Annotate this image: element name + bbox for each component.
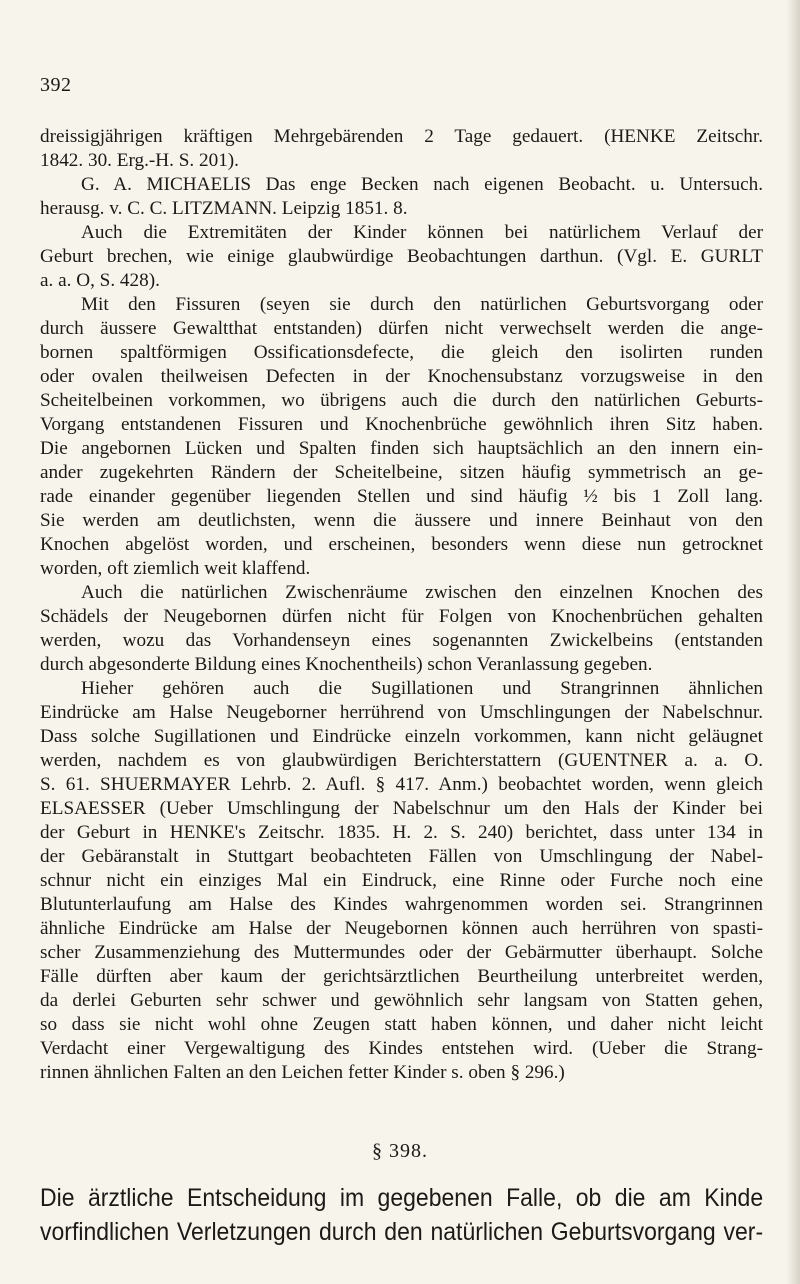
page-number: 392	[40, 74, 72, 96]
text-line: werden, nachdem es von glaubwürdigen Berichterstattern (GUENTNER a. a. O.	[40, 750, 763, 771]
text-line: Sie werden am deutlichsten, wenn die äussere und innere Beinhaut von den	[40, 510, 763, 531]
text-line: der Geburt in HENKE's Zeitschr. 1835. H. 2. S. 240) berichtet, dass unter 134 in	[40, 822, 763, 843]
text-line: werden, wozu das Vorhandenseyn eines sogenannten Zwickelbeins (entstanden	[40, 630, 763, 651]
text-line: bornen spaltförmigen Ossificationsdefecte, die gleich den isolirten runden	[40, 342, 763, 363]
text-line: schnur nicht ein einziges Mal ein Eindruck, eine Rinne oder Furche noch eine	[40, 870, 763, 891]
text-line: Die angebornen Lücken und Spalten finden sich hauptsächlich an den innern ein-	[40, 438, 763, 459]
text-line: 1842. 30. Erg.-H. S. 201).	[40, 150, 239, 171]
text-line: ähnliche Eindrücke am Halse der Neugebornen können auch herrühren von spasti-	[40, 918, 763, 939]
text-line: Schädels der Neugebornen dürfen nicht für Folgen von Knochenbrüchen gehalten	[40, 606, 763, 627]
text-line: oder ovalen theilweisen Defecten in der Knochensubstanz vorzugsweise in den	[40, 366, 763, 387]
text-line: Fälle dürften aber kaum der gerichtsärztlichen Beurtheilung unterbreitet werden,	[40, 966, 763, 987]
text-line: so dass sie nicht wohl ohne Zeugen statt haben können, und daher nicht leicht	[40, 1014, 763, 1035]
text-line: Hieher gehören auch die Sugillationen und Strangrinnen ähnlichen	[81, 678, 763, 699]
text-line: herausg. v. C. C. LITZMANN. Leipzig 1851. 8.	[40, 198, 408, 219]
text-line: durch abgesonderte Bildung eines Knochentheils) schon Veranlassung gegeben.	[40, 654, 653, 675]
page-edge-shadow	[786, 0, 800, 1284]
section-heading	[40, 1181, 764, 1249]
text-line: Verdacht einer Vergewaltigung des Kindes entstehen wird. (Ueber die Strang-	[40, 1038, 763, 1059]
text-line: S. 61. SHUERMAYER Lehrb. 2. Aufl. § 417. Anm.) beobachtet worden, wenn gleich	[40, 774, 763, 795]
body-text	[40, 125, 763, 1085]
text-line: Mit den Fissuren (seyen sie durch den natürlichen Geburtsvorgang oder	[81, 294, 763, 315]
text-line: der Gebäranstalt in Stuttgart beobachteten Fällen von Umschlingung der Nabel-	[40, 846, 763, 867]
text-line: Geburt brechen, wie einige glaubwürdige Beobachtungen darthun. (Vgl. E. GURLT	[40, 246, 763, 267]
text-line: Scheitelbeinen vorkommen, wo übrigens auch die durch den natürlichen Geburts-	[40, 390, 763, 411]
text-line: Auch die natürlichen Zwischenräume zwischen den einzelnen Knochen des	[81, 582, 763, 603]
text-line: Eindrücke am Halse Neugeborner herrührend von Umschlingungen der Nabelschnur.	[40, 702, 763, 723]
text-line: a. a. O, S. 428).	[40, 270, 160, 291]
text-line: durch äussere Gewaltthat entstanden) dürfen nicht verwechselt werden die ange-	[40, 318, 763, 339]
text-line: worden, oft ziemlich weit klaffend.	[40, 558, 311, 579]
text-line: da derlei Geburten sehr schwer und gewöhnlich sehr langsam von Statten gehen,	[40, 990, 763, 1011]
heading-line: vorfindlichen Verletzungen durch den natürlichen Geburtsvorgang ver-	[40, 1218, 764, 1246]
text-line: Knochen abgelöst worden, und erscheinen, besonders wenn diese nun getrocknet	[40, 534, 763, 555]
text-line: ander zugekehrten Rändern der Scheitelbeine, sitzen häufig symmetrisch an ge-	[40, 462, 763, 483]
section-number: § 398.	[372, 1140, 428, 1162]
text-line: Dass solche Sugillationen und Eindrücke einzeln vorkommen, kann nicht geläugnet	[40, 726, 763, 747]
text-line: rade einander gegenüber liegenden Stellen und sind häufig ½ bis 1 Zoll lang.	[40, 486, 763, 507]
text-line: G. A. MICHAELIS Das enge Becken nach eigenen Beobacht. u. Untersuch.	[81, 174, 763, 195]
text-line: Auch die Extremitäten der Kinder können bei natürlichem Verlauf der	[81, 222, 763, 243]
text-line: dreissigjährigen kräftigen Mehrgebärenden 2 Tage gedauert. (HENKE Zeitschr.	[40, 126, 763, 147]
text-line: scher Zusammenziehung des Muttermundes oder der Gebärmutter überhaupt. Solche	[40, 942, 763, 963]
text-line: Blutunterlaufung am Halse des Kindes wahrgenommen worden sei. Strangrinnen	[40, 894, 763, 915]
text-line: rinnen ähnlichen Falten an den Leichen fetter Kinder s. oben § 296.)	[40, 1062, 565, 1083]
heading-line: Die ärztliche Entscheidung im gegebenen Falle, ob die am Kinde	[40, 1184, 764, 1212]
text-line: ELSAESSER (Ueber Umschlingung der Nabelschnur um den Hals der Kinder bei	[40, 798, 763, 819]
text-line: Vorgang entstandenen Fissuren und Knochenbrüche gewöhnlich ihren Sitz haben.	[40, 414, 763, 435]
